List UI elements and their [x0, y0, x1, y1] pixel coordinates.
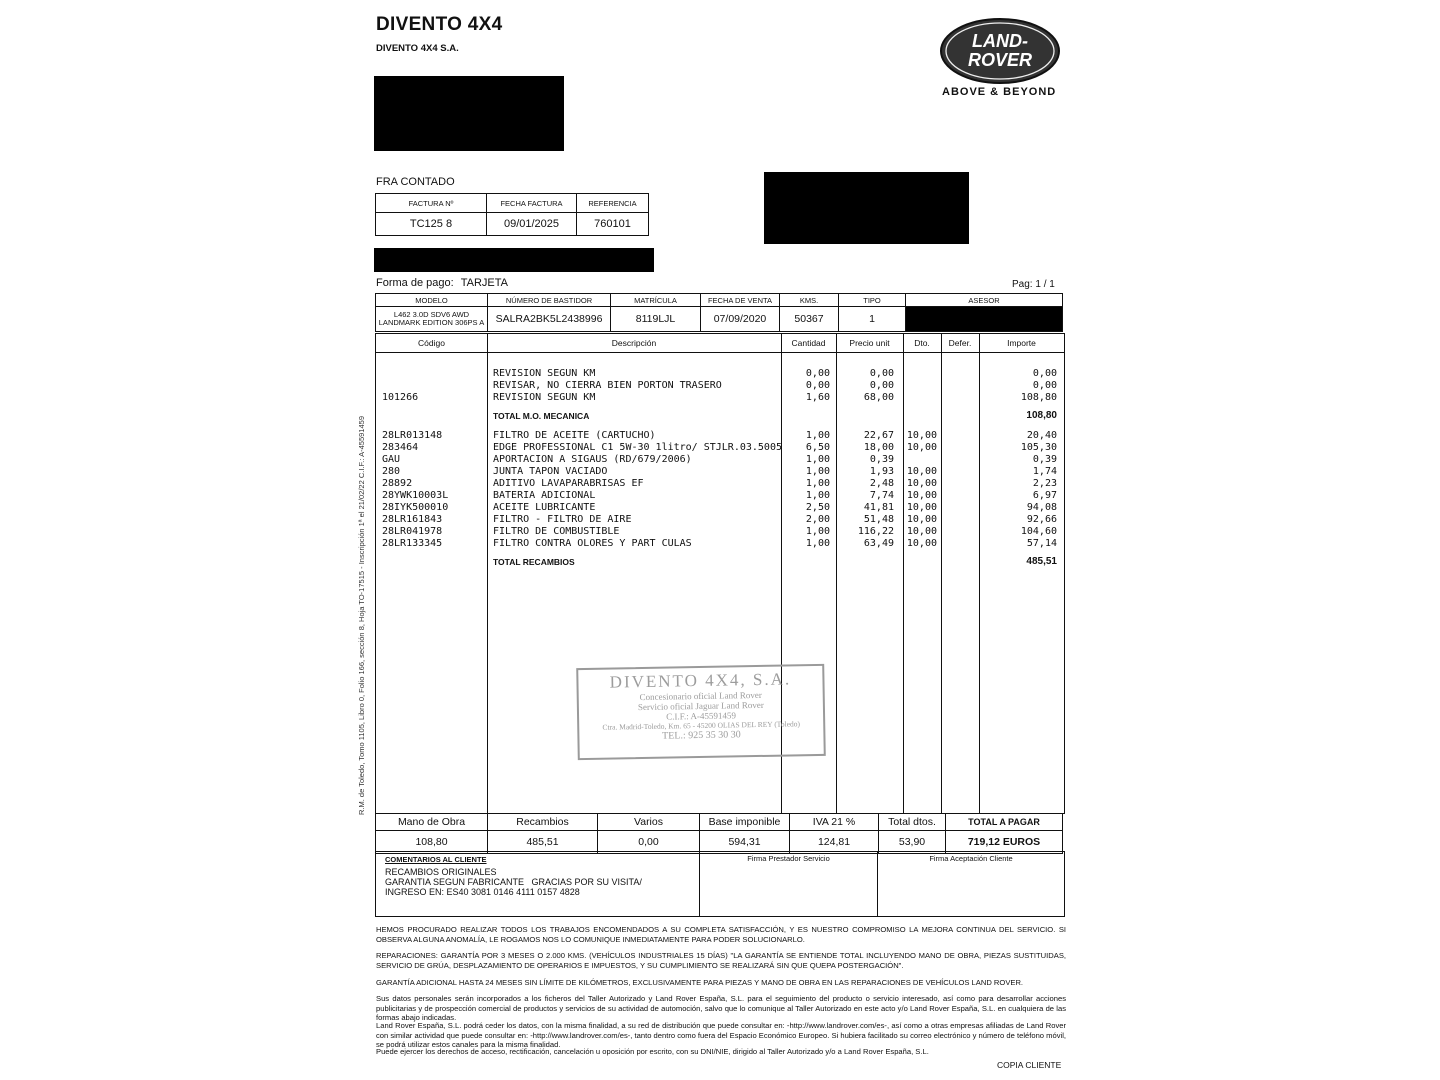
deferred-header: Defer. [948, 338, 972, 348]
provider-signature-label: Firma Prestador Servicio [747, 854, 830, 863]
table-row [376, 466, 1064, 478]
vehicle-type: 1 [839, 307, 906, 332]
line-code: 28LR041978 [382, 526, 443, 537]
table-row [376, 430, 1064, 442]
line-code: 283464 [382, 442, 419, 453]
line-amount: 0,39 [1032, 454, 1057, 465]
line-description: APORTACION A SIGAUS (RD/679/2006) [493, 454, 692, 465]
table-row [376, 538, 1064, 550]
vehicle-km: 50367 [780, 307, 839, 332]
line-description: FILTRO - FILTRO DE AIRE [493, 514, 632, 525]
line-description: REVISION SEGUN KM [493, 368, 596, 379]
line-discount: 10,00 [906, 526, 937, 537]
vat-amount: 124,81 [790, 831, 879, 854]
line-amount: 105,30 [1020, 442, 1057, 453]
table-row [376, 514, 1064, 526]
line-quantity: 1,00 [805, 526, 830, 537]
vehicle-model [376, 307, 488, 332]
description-header: Descripción [611, 338, 657, 348]
table-row [376, 368, 1064, 380]
discounts-total: 53,90 [879, 831, 946, 854]
legal-warranty: REPARACIONES: GARANTÍA POR 3 MESES O 2.000 KMS. (VEHÍCULOS INDUSTRIALES 15 DÍAS) "LA GARANTÍA SE ENTIENDE TOTAL INCLUYENDO MANO DE OBRA, PIEZAS SUSTITUIDAS, SERVICIO DE GRÚA, DESPLAZAMIENTO DE OPERARIOS E IMPUESTOS, Y SU CUMPLIMIENTO SE REALIZARÁ SIN QUE QUEPA POSTERGACIÓN". [376, 951, 1066, 970]
redacted-customer-line [374, 248, 654, 272]
line-discount: 10,00 [906, 466, 937, 477]
line-amount: 0,00 [1032, 368, 1057, 379]
vehicle-plate: 8119LJL [611, 307, 701, 332]
advisor-header: ASESOR [906, 294, 1063, 307]
line-discount: 10,00 [906, 514, 937, 525]
company-stamp [576, 664, 826, 760]
table-row [376, 490, 1064, 502]
table-row [376, 392, 1064, 404]
line-discount: 10,00 [906, 538, 937, 549]
line-code: 28LR161843 [382, 514, 443, 525]
line-quantity: 0,00 [805, 380, 830, 391]
vehicle-sale-date: 07/09/2020 [701, 307, 780, 332]
parts-total-row [376, 556, 1064, 568]
payment-method [376, 277, 508, 289]
labor-total: 108,80 [376, 831, 488, 854]
payment-value: TARJETA [460, 277, 508, 289]
line-unit-price: 2,48 [869, 478, 894, 489]
grand-total: 719,12 EUROS [946, 831, 1063, 854]
brand-tagline: ABOVE & BEYOND [942, 86, 1057, 98]
line-quantity: 1,00 [805, 466, 830, 477]
legal-satisfaction: HEMOS PROCURADO REALIZAR TODOS LOS TRABAJOS ENCOMENDADOS A SU COMPLETA SATISFACCIÓN, Y ES NUESTRO COMPROMISO LA MEJORA CONTINUA DEL SERVICIO. SI OBSERVA ALGUNA ANOMALÍA, LE ROGAMOS NOS LO COMUNIQUE INMEDIATAMENTE PARA PODER SOLUCIONARLO. [376, 925, 1066, 944]
table-row [376, 478, 1064, 490]
line-amount: 94,08 [1026, 502, 1057, 513]
line-unit-price: 116,22 [857, 526, 894, 537]
total-header: TOTAL A PAGAR [946, 814, 1063, 831]
line-amount: 1,74 [1032, 466, 1057, 477]
line-unit-price: 63,49 [863, 538, 894, 549]
amount-header: Importe [1007, 338, 1036, 348]
lines-header [376, 334, 1064, 353]
totals-table [375, 813, 1063, 854]
line-unit-price: 68,00 [863, 392, 894, 403]
comments-signatures-box [375, 851, 1065, 917]
line-description: FILTRO CONTRA OLORES Y PART CULAS [493, 538, 692, 549]
stamp-line1: DIVENTO 4X4, S.A. [609, 669, 792, 692]
model-line2: LANDMARK EDITION 306PS A [378, 318, 485, 327]
invoice-meta-table [375, 193, 649, 236]
vehicle-table [375, 293, 1063, 332]
line-code: 28YWK10003L [382, 490, 449, 501]
parts-total-label: TOTAL RECAMBIOS [493, 557, 575, 567]
sale-date-header: FECHA DE VENTA [701, 294, 780, 307]
line-description: BATERIA ADICIONAL [493, 490, 596, 501]
comments-title: COMENTARIOS AL CLIENTE [385, 855, 487, 864]
line-discount: 10,00 [906, 478, 937, 489]
redacted-advisor [906, 307, 1063, 332]
stamp-line4: C.I.F.: A-45591459 [666, 710, 737, 722]
table-row [376, 380, 1064, 392]
payment-label: Forma de pago: [376, 277, 454, 289]
line-quantity: 2,50 [805, 502, 830, 513]
line-description: ADITIVO LAVAPARABRISAS EF [493, 478, 644, 489]
type-header: TIPO [839, 294, 906, 307]
table-row [376, 454, 1064, 466]
misc-total: 0,00 [598, 831, 700, 854]
invoice-reference: 760101 [577, 213, 649, 236]
line-amount: 2,23 [1032, 478, 1057, 489]
stamp-line2: Concesionario oficial Land Rover [639, 689, 762, 703]
line-quantity: 1,00 [805, 538, 830, 549]
line-description: FILTRO DE COMBUSTIBLE [493, 526, 620, 537]
invoice-type: FRA CONTADO [376, 176, 455, 188]
line-quantity: 6,50 [805, 442, 830, 453]
labor-total-amount: 108,80 [1026, 410, 1057, 421]
line-quantity: 1,00 [805, 430, 830, 441]
vin-header: NÚMERO DE BASTIDOR [488, 294, 611, 307]
line-unit-price: 22,67 [863, 430, 894, 441]
legal-additional-warranty: GARANTÍA ADICIONAL HASTA 24 MESES SIN LÍMITE DE KILÓMETROS, EXCLUSIVAMENTE PARA PIEZAS Y MANO DE OBRA EN LAS REPARACIONES DE VEHÍCULOS LAND ROVER. [376, 978, 1024, 987]
line-description: REVISAR, NO CIERRA BIEN PORTON TRASERO [493, 380, 722, 391]
client-signature-label: Firma Aceptación Cliente [929, 854, 1013, 863]
line-amount: 0,00 [1032, 380, 1057, 391]
invoice-date-label: FECHA FACTURA [487, 194, 577, 213]
line-code: GAU [382, 454, 401, 465]
parts-total-amount: 485,51 [1026, 556, 1057, 567]
line-amount: 104,60 [1020, 526, 1057, 537]
labor-header: Mano de Obra [376, 814, 488, 831]
stamp-line5: Ctra. Madrid-Toledo, Km. 65 - 45200 OLIAS DEL REY (Toledo) [602, 719, 801, 732]
unit-price-header: Precio unit [849, 338, 890, 348]
company-legal-name: DIVENTO 4X4 S.A. [376, 43, 459, 54]
line-amount: 20,40 [1026, 430, 1057, 441]
line-code: 101266 [382, 392, 419, 403]
comments-text: RECAMBIOS ORIGINALES GARANTIA SEGUN FABRICANTE GRACIAS POR SU VISITA/ INGRESO EN: ES40 3081 0146 4111 0157 4828 [385, 867, 642, 897]
km-header: KMS. [780, 294, 839, 307]
line-amount: 108,80 [1020, 392, 1057, 403]
line-unit-price: 18,00 [863, 442, 894, 453]
base-header: Base imponible [700, 814, 790, 831]
line-discount: 10,00 [906, 430, 937, 441]
company-name: DIVENTO 4X4 [376, 14, 503, 35]
quantity-header: Cantidad [791, 338, 826, 348]
line-code: 28892 [382, 478, 413, 489]
line-quantity: 1,00 [805, 454, 830, 465]
vehicle-vin: SALRA2BK5L2438996 [488, 307, 611, 332]
parts-total: 485,51 [488, 831, 598, 854]
line-description: JUNTA TAPON VACIADO [493, 466, 608, 477]
model-line1: L462 3.0D SDV6 AWD [393, 310, 470, 319]
line-discount: 10,00 [906, 502, 937, 513]
invoice-number-label: FACTURA Nº [376, 194, 487, 213]
copy-label: COPIA CLIENTE [997, 1060, 1062, 1070]
logo-line2: ROVER [967, 50, 1033, 70]
line-discount: 10,00 [906, 442, 937, 453]
line-quantity: 2,00 [805, 514, 830, 525]
stamp-line3: Servicio oficial Jaguar Land Rover [637, 699, 764, 713]
code-header: Código [418, 338, 445, 348]
registry-note [357, 350, 369, 815]
invoice-date: 09/01/2025 [487, 213, 577, 236]
plate-header: MATRÍCULA [611, 294, 701, 307]
line-discount: 10,00 [906, 490, 937, 501]
line-unit-price: 7,74 [869, 490, 894, 501]
line-code: 28IYK500010 [382, 502, 449, 513]
page-indicator: Pag: 1 / 1 [1012, 279, 1055, 290]
line-description: ACEITE LUBRICANTE [493, 502, 596, 513]
table-row [376, 442, 1064, 454]
line-unit-price: 41,81 [863, 502, 894, 513]
discounts-header: Total dtos. [879, 814, 946, 831]
invoice-number: TC125 8 [376, 213, 487, 236]
stamp-line6: TEL.: 925 35 30 30 [662, 729, 741, 742]
line-code: 28LR013148 [382, 430, 443, 441]
line-quantity: 1,60 [805, 392, 830, 403]
line-unit-price: 1,93 [869, 466, 894, 477]
labor-total-row [376, 410, 1064, 422]
line-amount: 92,66 [1026, 514, 1057, 525]
labor-total-label: TOTAL M.O. MECANICA [493, 411, 590, 421]
table-row [376, 526, 1064, 538]
reference-label: REFERENCIA [577, 194, 649, 213]
logo-line1: LAND- [972, 31, 1028, 51]
registry-note-text: R.M. de Toledo, Tomo 1105, Libro 0, Folio 166, sección 8, Hoja TO-17515 - Inscripción 1ª el 21/02/22 C.I.F.: A-45591459 [357, 416, 366, 815]
line-amount: 57,14 [1026, 538, 1057, 549]
line-description: FILTRO DE ACEITE (CARTUCHO) [493, 430, 656, 441]
line-unit-price: 51,48 [863, 514, 894, 525]
model-header: MODELO [376, 294, 488, 307]
line-unit-price: 0,00 [869, 380, 894, 391]
redacted-address-block [374, 76, 564, 151]
line-description: EDGE PROFESSIONAL C1 5W-30 1litro/ STJLR.03.5005 [493, 442, 782, 453]
line-quantity: 1,00 [805, 478, 830, 489]
misc-header: Varios [598, 814, 700, 831]
line-quantity: 1,00 [805, 490, 830, 501]
discount-header: Dto. [914, 338, 930, 348]
legal-privacy: Sus datos personales serán incorporados a los ficheros del Taller Autorizado y Land Rover España, S.L. para el seguimiento del producto o servicio interesado, así como para desarrollar acciones publicitarias y de prospección comercial de productos y servicios de su actividad de automoción, salvo que lo comunique al Taller Autorizado en este acto y/o Land Rover España, S.L. en cualquiera de las formas abajo indicadas. [376, 994, 1066, 1023]
line-description: REVISION SEGUN KM [493, 392, 596, 403]
legal-rights: Puede ejercer los derechos de acceso, rectificación, cancelación u oposición por escrito, con su DNI/NIE, dirigido al Taller Autorizado y/o a Land Rover España, S.L. [376, 1047, 929, 1056]
table-row [376, 502, 1064, 514]
line-quantity: 0,00 [805, 368, 830, 379]
parts-header: Recambios [488, 814, 598, 831]
line-code: 280 [382, 466, 401, 477]
taxable-base: 594,31 [700, 831, 790, 854]
legal-data-transfer: Land Rover España, S.L. podrá ceder los datos, con la misma finalidad, a su red de distribución que puede consultar en: -http://www.landrover.com/es-, así como a otras empresas afiliadas de Land Rover con similar actividad que puede consultar en: -http://www.landrover.com/es-, tanto dentro como fuera del Espacio Económico Europeo. Si hubiera facilitado su correo electrónico y número de teléfono móvil, se podrá utilizar estos canales para la misma finalidad. [376, 1021, 1066, 1050]
line-amount: 6,97 [1032, 490, 1057, 501]
line-code: 28LR133345 [382, 538, 443, 549]
vat-header: IVA 21 % [790, 814, 879, 831]
redacted-customer-block [764, 172, 969, 244]
line-unit-price: 0,00 [869, 368, 894, 379]
line-unit-price: 0,39 [869, 454, 894, 465]
